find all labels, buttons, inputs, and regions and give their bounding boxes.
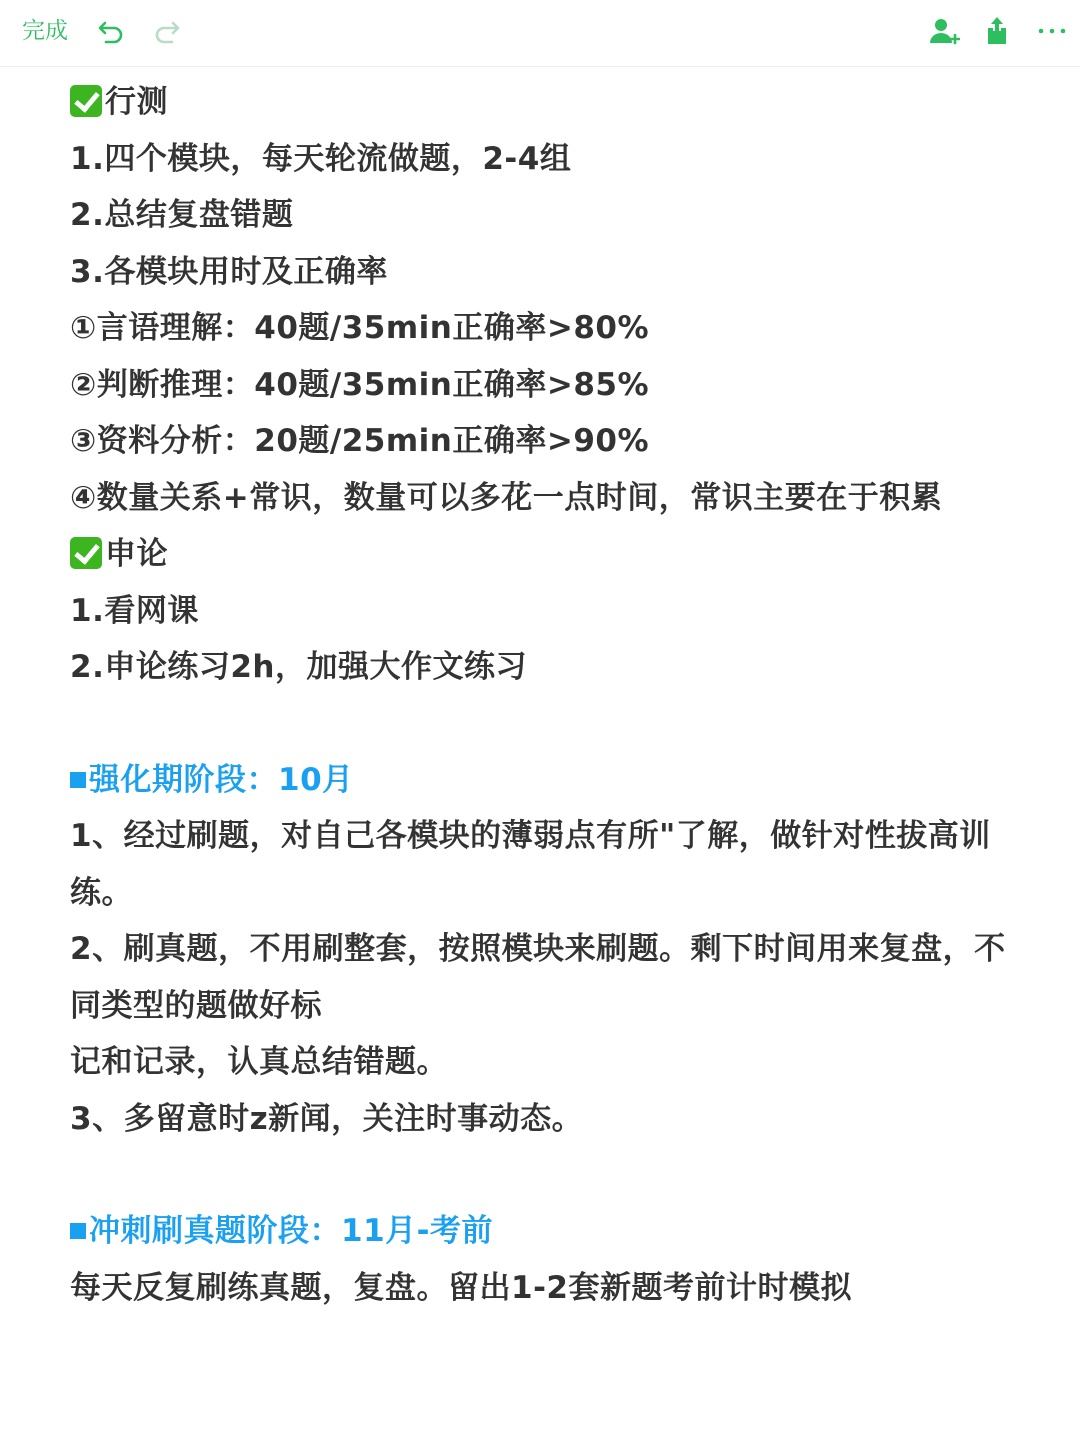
note-line: 1、经过刷题，对自己各模块的薄弱点有所"了解，做针对性拔高训练。: [70, 818, 991, 911]
note-line: 3.各模块用时及正确率: [70, 253, 388, 290]
share-icon[interactable]: [980, 14, 1014, 48]
note-line: 2.申论练习2h，加强大作文练习: [70, 649, 527, 685]
square-bullet-icon: [70, 1223, 86, 1239]
note-line: 1.看网课: [70, 592, 199, 629]
square-bullet-icon: [70, 772, 86, 788]
note-line: ①言语理解：40题/35min正确率>80%: [70, 310, 650, 346]
note-line: 每天反复刷练真题，复盘。留出1-2套新题考前计时模拟: [70, 1269, 853, 1306]
note-line: 1.四个模块，每天轮流做题，2-4组: [70, 140, 572, 177]
note-line: 2.总结复盘错题: [70, 197, 294, 233]
note-line: ②判断推理：40题/35min正确率>85%: [70, 366, 650, 403]
sprint-stage-heading: 冲刺刷真题阶段：11月-考前: [70, 1203, 1030, 1260]
undo-icon[interactable]: [94, 14, 128, 48]
redo-icon[interactable]: [150, 14, 184, 48]
note-line: 2、刷真题，不用刷整套，按照模块来刷题。剩下时间用来复盘，不同类型的题做好标: [70, 931, 1006, 1024]
more-icon[interactable]: [1036, 14, 1070, 48]
blank-line: [70, 696, 1030, 752]
top-toolbar: [0, 0, 1080, 67]
check-mark-icon: [70, 537, 102, 569]
note-line: 记和记录，认真总结错题。: [70, 1044, 448, 1080]
shenlun-heading: 申论: [70, 526, 1030, 583]
note-line: ③资料分析：20题/25min正确率>90%: [70, 423, 650, 459]
intensive-stage-heading: 强化期阶段：10月: [70, 752, 1030, 809]
xingce-heading: 行测: [70, 74, 1030, 131]
note-line: ④数量关系+常识，数量可以多花一点时间，常识主要在于积累: [70, 479, 943, 516]
done-button[interactable]: 完成: [22, 18, 68, 44]
note-body[interactable]: [70, 74, 1030, 1316]
blank-line: [70, 1147, 1030, 1203]
add-person-icon[interactable]: [926, 14, 960, 48]
check-mark-icon: [70, 85, 102, 117]
note-line: 3、多留意时z新闻，关注时事动态。: [70, 1100, 584, 1137]
